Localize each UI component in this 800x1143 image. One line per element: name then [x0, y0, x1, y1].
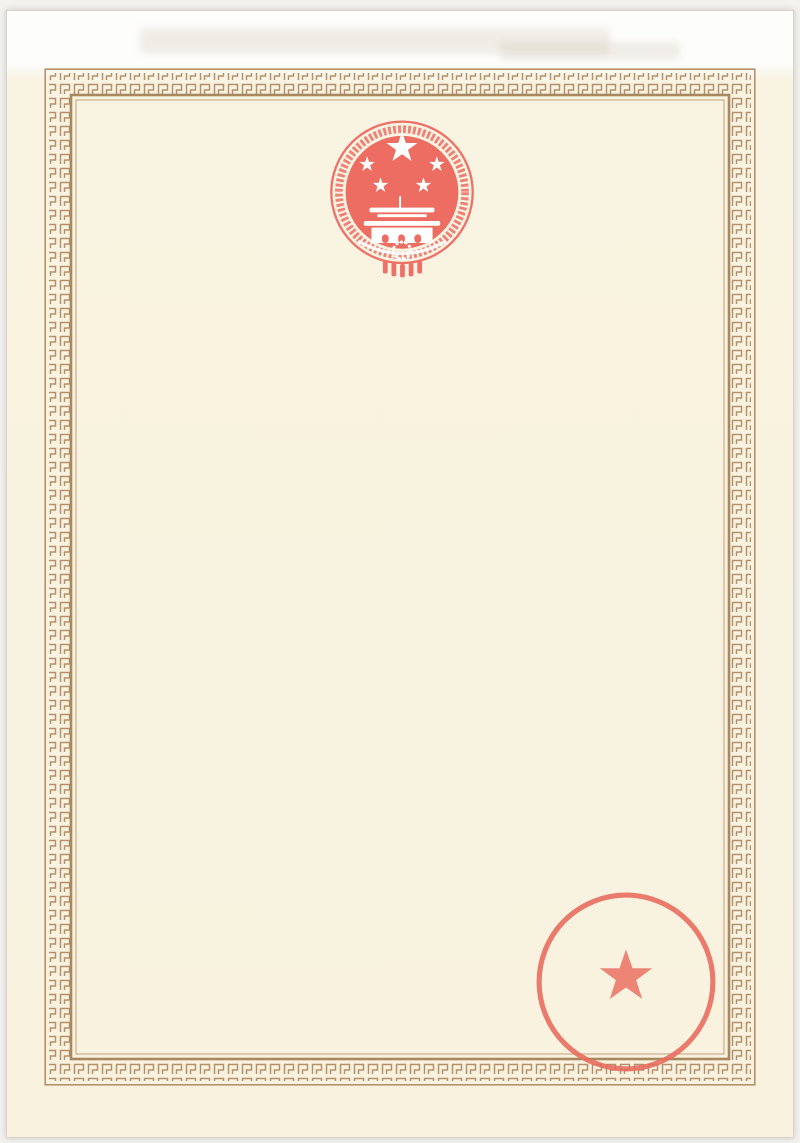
scan-ghosting-artifact — [500, 42, 680, 60]
qr-code — [94, 761, 250, 917]
national-emblem-icon — [316, 116, 488, 282]
